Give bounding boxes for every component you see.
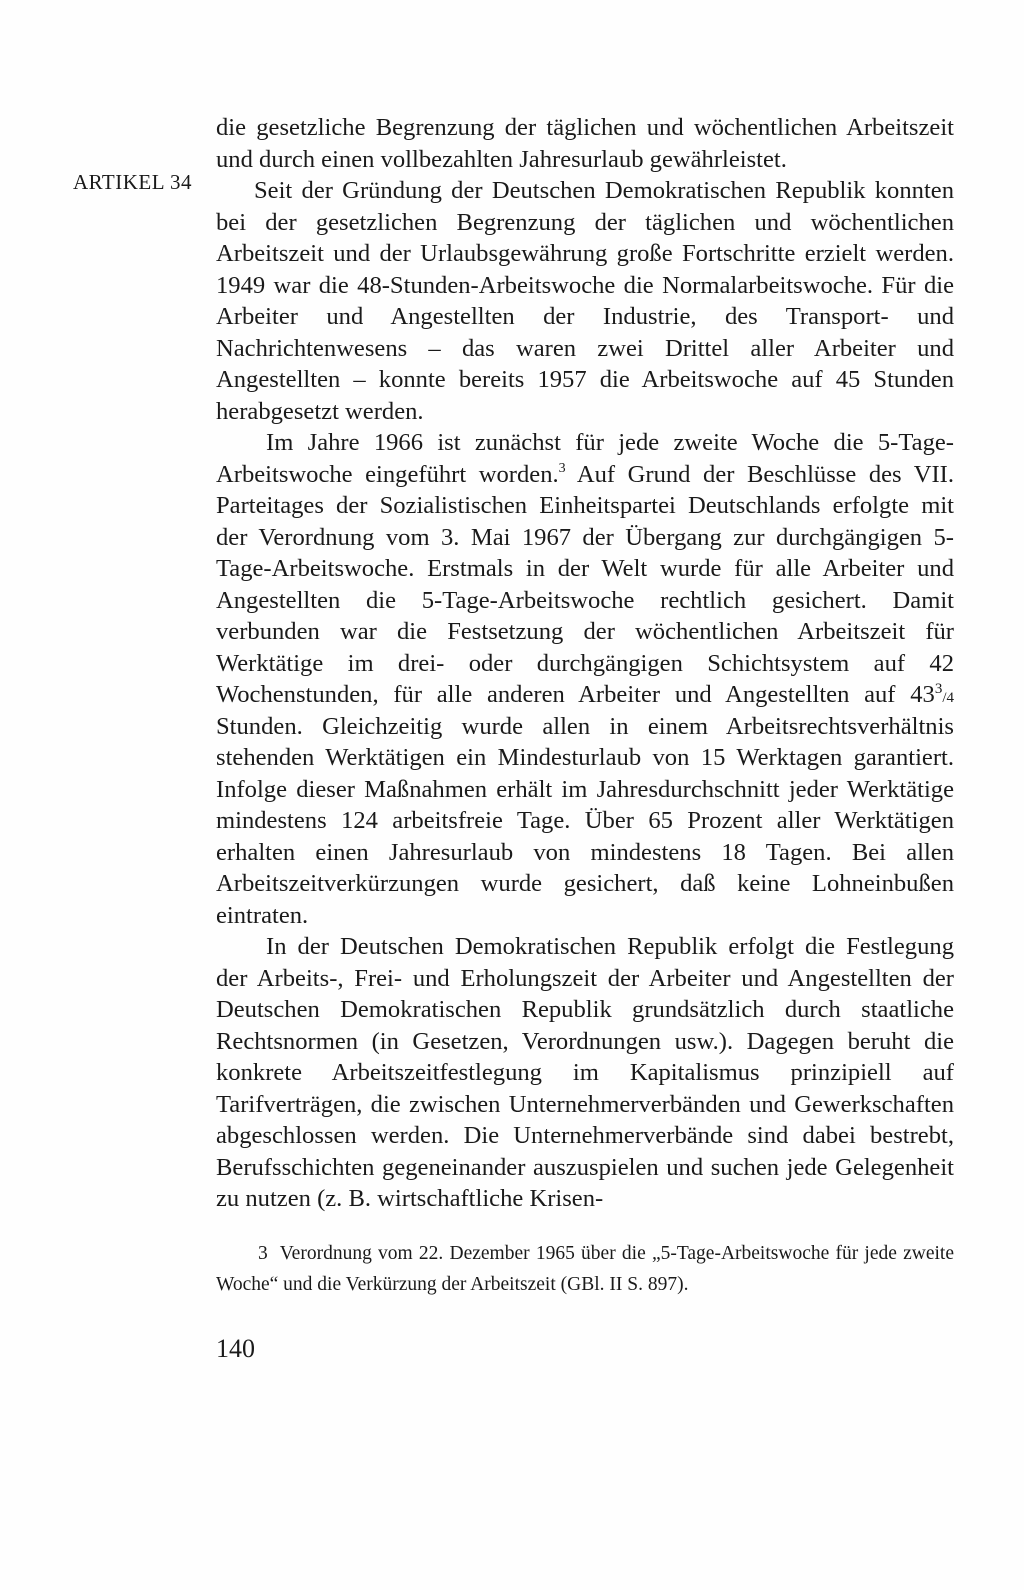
paragraph-with-footnote: [216, 427, 954, 931]
fraction-denominator: 4: [946, 690, 954, 706]
footnote-reference: 3: [558, 460, 566, 476]
paragraph: Seit der Gründung der Deutschen Demokratischen Republik konnten bei der gesetzlichen Begrenzung der täglichen und wöchentlichen Arbeitszeit und der Urlaubsgewährung große Fortschritte erzielt werden. 1949 war die 48-Stunden-Arbeitswoche die Normalarbeitswoche. Für die Arbeiter und Angestellten der Industrie, des Transport- und Nachrichtenwesens – das waren zwei Drittel aller Arbeiter und Angestellten – konnte bereits 1957 die Arbeitswoche auf 45 Stunden herabgesetzt werden.: [216, 177, 954, 425]
fraction-numerator: 3: [934, 681, 943, 697]
paragraph: In der Deutschen Demokratischen Republik erfolgt die Festlegung der Arbeits-, Frei- und Erholungszeit der Arbeiter und Angestellten der Deutschen Demokratischen Republik grundsätzlich durch staatliche Rechtsnormen (in Gesetzen, Verordnungen usw.). Dagegen beruht die konkrete Arbeitszeitfestlegung im Kapitalismus prinzipiell auf Tarifverträgen, die zwischen Unternehmerverbänden und Gewerkschaften abgeschlossen werden. Die Unternehmerverbände sind dabei bestrebt, Berufsschichten gegeneinander auszuspielen und suchen jede Gelegenheit zu nutzen (z. B. wirtschaftliche Krisen-: [216, 933, 954, 1212]
fraction-separator: /: [942, 690, 947, 706]
paragraph-text: Im Jahre 1966 ist zunächst für jede zweite Woche die 5-Tage-Arbeitswoche eingeführt worden.: [216, 429, 954, 488]
paragraph-continued: die gesetzliche Begrenzung der täglichen und wöchentlichen Arbeitszeit und durch einen vollbezahlten Jahresurlaub gewährleistet.: [216, 114, 954, 173]
footnote: [216, 1238, 954, 1300]
footnote-number: 3: [258, 1243, 268, 1264]
footnote-text: Verordnung vom 22. Dezember 1965 über die „5-Tage-Arbeitswoche für jede zweite Woche“ und die Verkürzung der Arbeitszeit (GBl. II S. 897).: [216, 1243, 954, 1295]
paragraph-text: Stunden. Gleichzeitig wurde allen in einem Arbeitsrechtsverhältnis stehenden Werktätigen ein Mindesturlaub von 15 Werktagen garantiert. Infolge dieser Maßnahmen erhält im Jahresdurchschnitt jeder Werktätige mindestens 124 arbeitsfreie Tage. Über 65 Prozent aller Werktätigen erhalten einen Jahresurlaub von mindestens 18 Tagen. Bei allen Arbeitszeitverkürzungen wurde gesichert, daß keine Lohneinbußen eintraten.: [216, 712, 954, 929]
page-number: 140: [216, 1334, 255, 1363]
paragraph-text: Auf Grund der Beschlüsse des VII. Parteitages der Sozialistischen Einheitspartei Deutschlands erfolgte mit der Verordnung vom 3. Mai 1967 der Übergang zur durchgängigen 5-Tage-Arbeitswoche. Erstmals in der Welt wurde für alle Arbeiter und Angestellten die 5-Tage-Arbeitswoche rechtlich gesichert. Damit verbunden war die Festsetzung der wöchentlichen Arbeitszeit für Werktätige im drei- oder durchgängigen Schichtsystem auf 42 Wochenstunden, für alle anderen Arbeiter und Angestellten auf 43: [216, 460, 954, 708]
main-text: [216, 112, 954, 1215]
article-margin-note: ARTIKEL 34: [73, 170, 193, 194]
